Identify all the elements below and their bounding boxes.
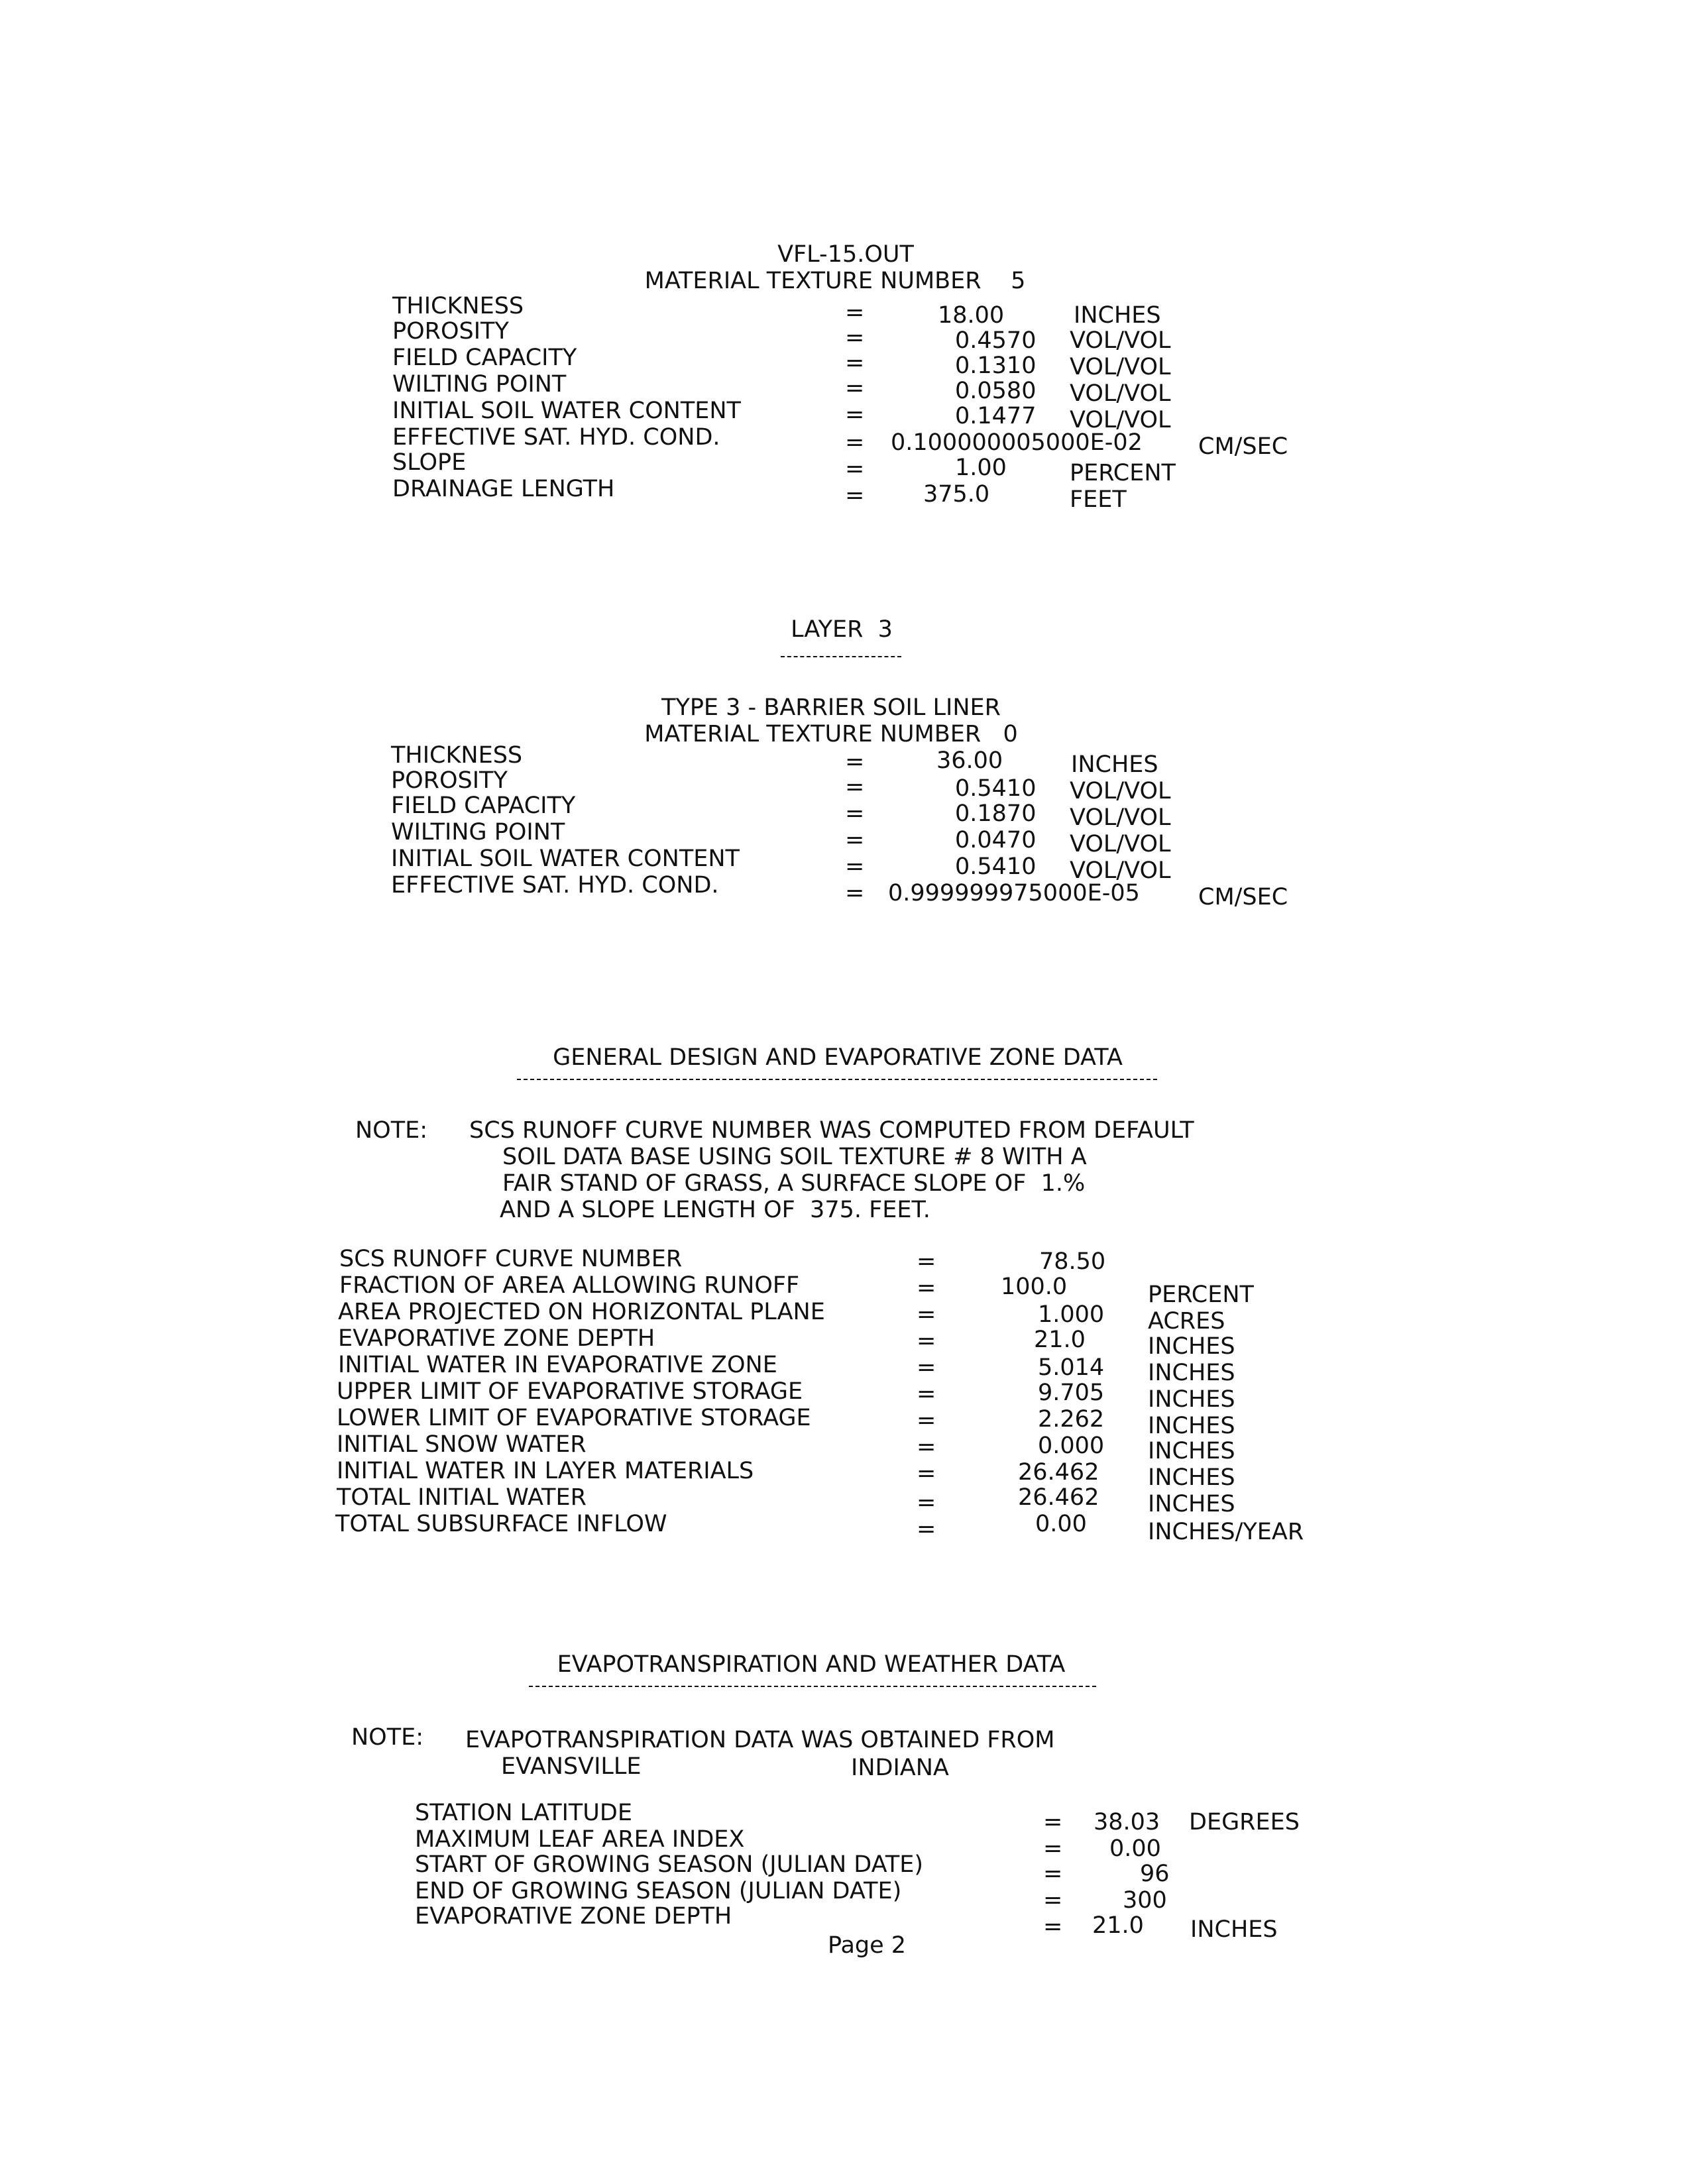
- station-city: EVANSVILLE: [501, 1753, 642, 1780]
- general-design-title: GENERAL DESIGN AND EVAPORATIVE ZONE DATA: [553, 1044, 1123, 1071]
- evapotranspiration-title-underline: [529, 1686, 1096, 1687]
- material-texture-title: MATERIAL TEXTURE NUMBER 5: [644, 268, 1026, 294]
- page-number: Page 2: [827, 1932, 907, 1959]
- note-line: SOIL DATA BASE USING SOIL TEXTURE # 8 WITH A: [502, 1144, 1087, 1170]
- evapotranspiration-title: EVAPOTRANSPIRATION AND WEATHER DATA: [557, 1651, 1066, 1678]
- file-name: VFL-15.OUT: [777, 241, 914, 268]
- layer3-title-underline: [781, 656, 901, 657]
- note-line: AND A SLOPE LENGTH OF 375. FEET.: [500, 1197, 930, 1223]
- note-line: EVAPOTRANSPIRATION DATA WAS OBTAINED FROM: [465, 1727, 1055, 1753]
- note-label: NOTE:: [355, 1117, 428, 1144]
- note-label: NOTE:: [351, 1724, 424, 1751]
- layer3-title: LAYER 3: [791, 616, 893, 643]
- note-line: FAIR STAND OF GRASS, A SURFACE SLOPE OF 1.%: [502, 1170, 1086, 1197]
- general-design-title-underline: [517, 1079, 1157, 1080]
- layer3-type: TYPE 3 - BARRIER SOIL LINER: [661, 694, 1001, 721]
- document-page: VFL-15.OUT MATERIAL TEXTURE NUMBER 5 THICKNESS = 18.00 INCHES POROSITY = 0.4570 VOL/VOL FIELD CAPACITY = 0.1310 VOL/VOL WILTING POINT = 0.0580 VOL/VOL INITIAL SOIL WATER CONTENT = 0.1477 VOL/VOL EFFECTIVE SAT. HYD. COND. = 0.100000005000E-02 CM/SEC SLOPE = 1.00 PERCENT DRAINAGE LENGTH = 375.0 FEET LAYER 3 TYPE 3 - BARRIER SOIL LINER MATERIAL TEXTURE NUMBER 0 THICKNESS = 36.00 INCHES POROSITY = 0.5410 VOL/VOL FIELD CAPACITY = 0.1870 VOL/VOL WILTING POINT = 0.0470 VOL/VOL INITIAL SOIL WATER CONTENT = 0.5410 VOL/VOL EFFECTIVE SAT. HYD. COND. = 0.999999975000E-05 CM/SEC GENERAL DESIGN AND EVAPORATIVE ZONE DATA NOTE: SCS RUNOFF CURVE NUMBER WAS COMPUTED FROM DEFAULT SOIL DATA BASE USING SOIL TEXTURE # 8 WITH A FAIR STAND OF GRASS, A SURFACE SLOPE OF 1.% AND A SLOPE LENGTH OF 375. FEET. SCS RUNOFF CURVE NUMBER = 78.50 FRACTION OF AREA ALLOWING RUNOFF = 100.0 PERCENT AREA PROJECTED ON HORIZONTAL PLANE = 1.000 ACRES EVAPORATIVE ZONE DEPTH = 21.0 INCHES INITIAL WATER IN EVAPORATIVE ZONE = 5.014 INCHES UPPER LIMIT OF EVAPORATIVE STORAGE = 9.705 INCHES LOWER LIMIT OF EVAPORATIVE STORAGE = 2.262 INCHES INITIAL SNOW WATER = 0.000 INCHES INITIAL WATER IN LAYER MATERIALS = 26.462 INCHES TOTAL INITIAL WATER = 26.462 INCHES TOTAL SUBSURFACE INFLOW = 0.00 INCHES/YEAR EVAPOTRANSPIRATION AND WEATHER DATA NOTE: EVAPOTRANSPIRATION DATA WAS OBTAINED FROM EVANSVILLE INDIANA STATION LATITUDE = 38.03 DEGREES MAXIMUM LEAF AREA INDEX = 0.00 START OF GROWING SEASON (JULIAN DATE) = 96 END OF GROWING SEASON (JULIAN DATE) = 300 EVAPORATIVE ZONE DEPTH = 21.0 INCHES Page 2: [0, 0, 1686, 2184]
- layer3-texture-title: MATERIAL TEXTURE NUMBER 0: [644, 721, 1018, 747]
- note-line: SCS RUNOFF CURVE NUMBER WAS COMPUTED FROM DEFAULT: [469, 1117, 1194, 1144]
- station-state: INDIANA: [851, 1755, 949, 1781]
